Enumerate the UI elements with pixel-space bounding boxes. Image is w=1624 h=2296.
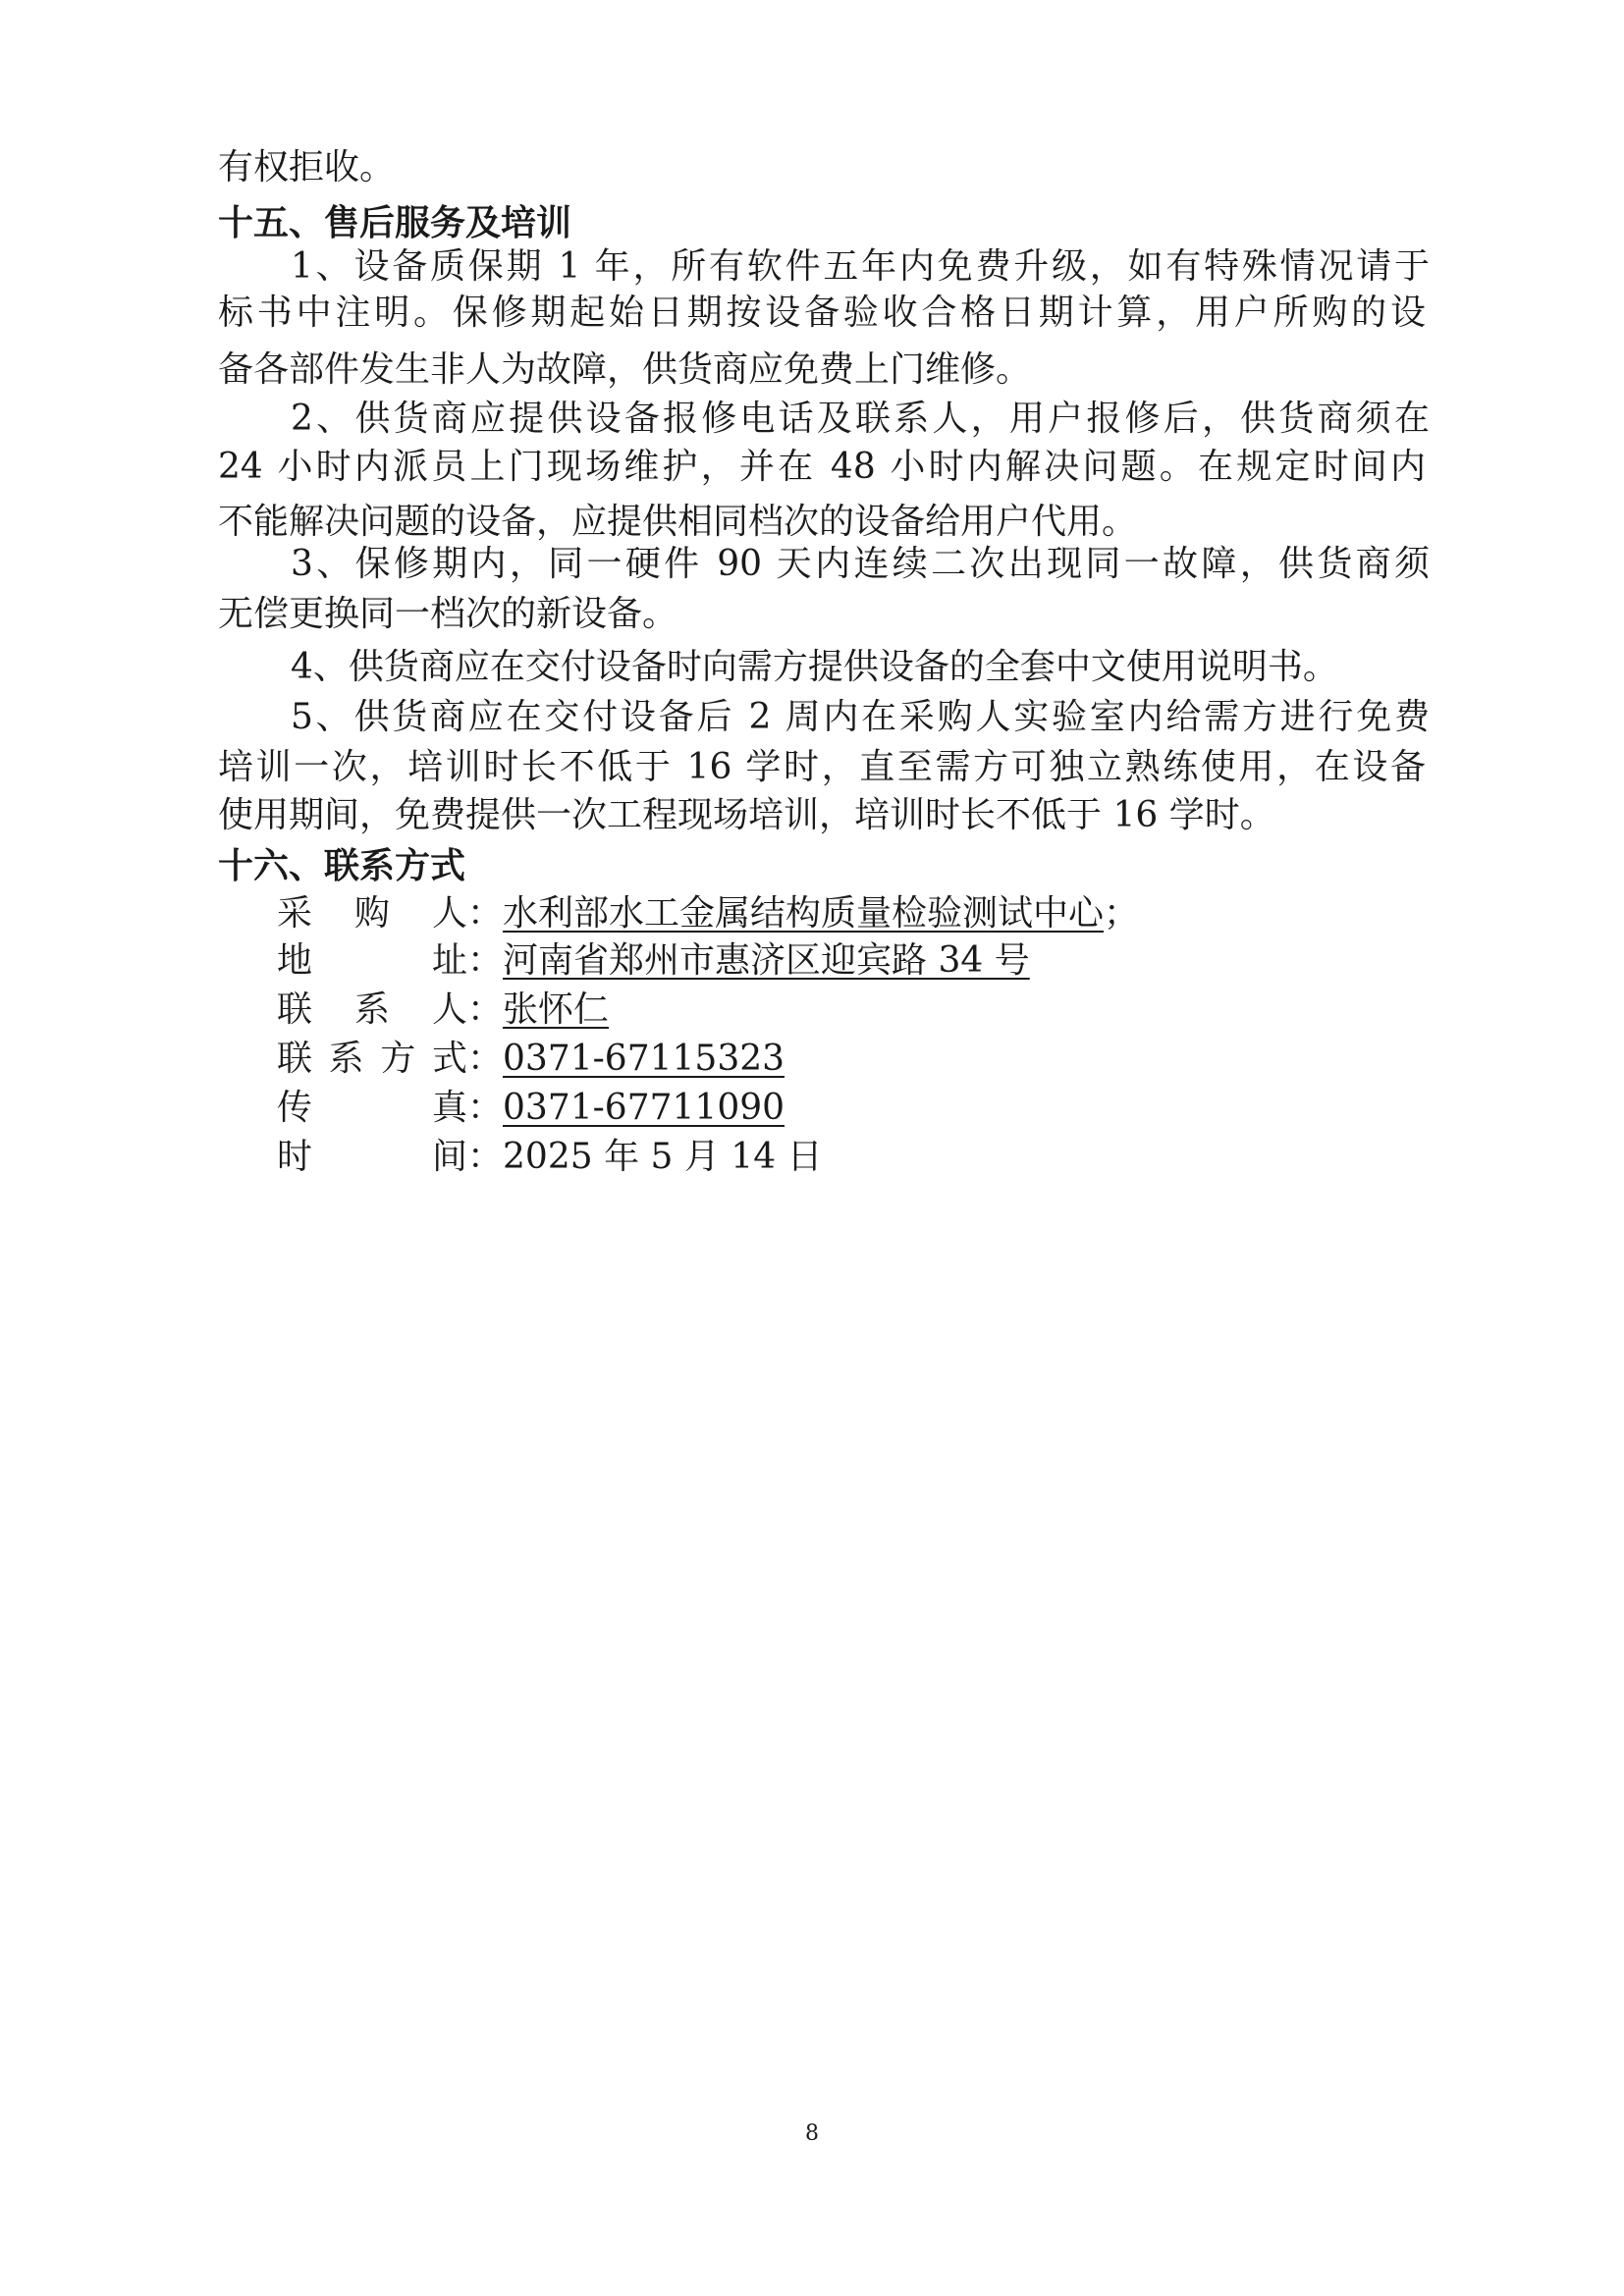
body-line-14: 使用期间，免费提供一次工程现场培训，培训时长不低于 16 学时。 [218,795,1275,835]
contact-label: 采购人 [277,893,467,934]
contact-label: 地址 [277,940,467,981]
contact-colon: ： [467,1137,504,1177]
contact-row-phone [277,1037,785,1082]
contact-value-purchaser: 水利部水工金属结构质量检验测试中心 [503,893,1105,934]
body-line-11: 4、供货商应在交付设备时向需方提供设备的全套中文使用说明书。 [291,647,1338,687]
contact-label: 联系方式 [277,1039,467,1079]
contact-label: 时间 [277,1137,467,1177]
contact-value-person: 张怀仁 [503,989,610,1030]
contact-suffix: ； [1104,893,1140,934]
contact-value-date: 2025 年 5 月 14 日 [503,1137,823,1177]
contact-colon: ： [467,989,504,1030]
body-line-10: 无偿更换同一档次的新设备。 [218,594,678,634]
contact-value-fax: 0371-67711090 [503,1088,785,1128]
contact-colon: ： [467,1039,504,1079]
contact-label: 传真 [277,1088,467,1128]
contact-row-fax [277,1086,785,1131]
contact-value-phone: 0371-67115323 [503,1039,785,1079]
contact-label: 联系人 [277,989,467,1030]
body-line-6: 2、供货商应提供设备报修电话及联系人，用户报修后，供货商须在 [291,399,1430,439]
contact-row-address [277,938,1030,984]
contact-colon: ： [467,893,504,934]
section-heading-16: 十六、联系方式 [218,845,466,886]
body-line-8: 不能解决问题的设备，应提供相同档次的设备给用户代用。 [218,502,1138,542]
page-number: 8 [805,2121,819,2146]
contact-colon: ： [467,1088,504,1128]
body-line-4: 标书中注明。保修期起始日期按设备验收合格日期计算，用户所购的设 [218,293,1426,333]
contact-row-contact-person [277,988,609,1033]
contact-value-address: 河南省郑州市惠济区迎宾路 34 号 [503,940,1030,981]
body-line-9: 3、保修期内，同一硬件 90 天内连续二次出现同一故障，供货商须 [291,544,1430,584]
body-line-3: 1、设备质保期 1 年，所有软件五年内免费升级，如有特殊情况请于 [291,246,1430,287]
body-line-12: 5、供货商应在交付设备后 2 周内在采购人实验室内给需方进行免费 [291,697,1430,737]
body-line-1: 有权拒收。 [218,147,396,187]
body-line-13: 培训一次，培训时长不低于 16 学时，直至需方可独立熟练使用，在设备 [218,747,1426,787]
contact-row-purchaser [277,891,1139,936]
contact-colon: ： [467,940,504,981]
contact-row-date [277,1135,823,1180]
section-heading-15: 十五、售后服务及培训 [218,202,572,243]
body-line-7: 24 小时内派员上门现场维护，并在 48 小时内解决问题。在规定时间内 [218,447,1426,487]
body-line-5: 备各部件发生非人为故障，供货商应免费上门维修。 [218,349,1032,390]
